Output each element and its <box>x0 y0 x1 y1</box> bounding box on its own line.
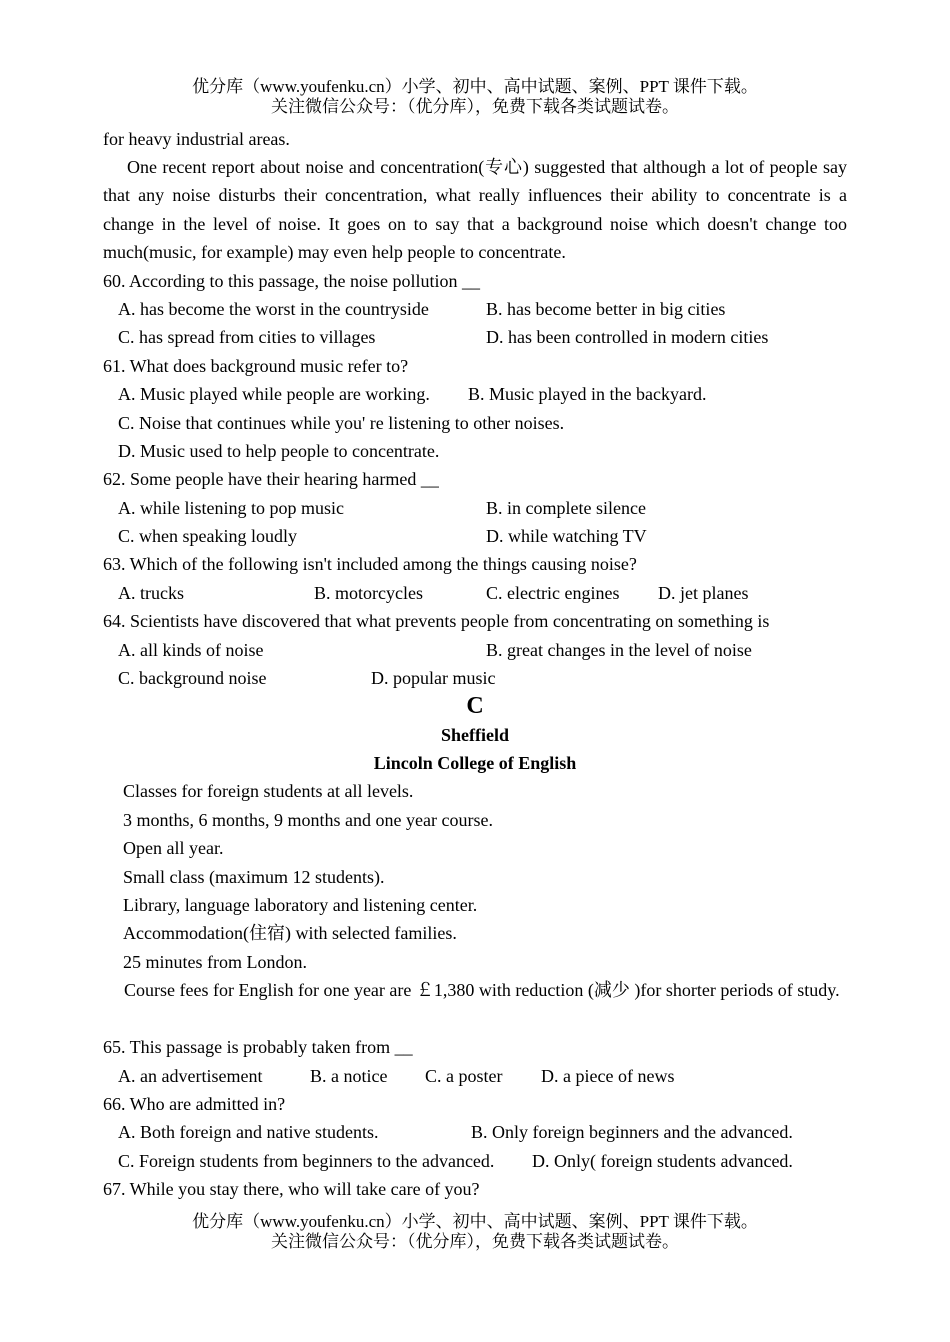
section-c-city: Sheffield <box>440 725 509 745</box>
question-63-option-d: D. jet planes <box>658 583 749 603</box>
question-66-option-c: C. Foreign students from beginners to the advanced. <box>118 1151 495 1171</box>
question-60-stem: 60. According to this passage, the noise pollution __ <box>103 271 480 291</box>
question-60-option-c: C. has spread from cities to villages <box>118 327 376 347</box>
question-64-option-a: A. all kinds of noise <box>118 640 264 660</box>
question-62-option-c: C. when speaking loudly <box>118 526 297 546</box>
question-66-option-b: B. Only foreign beginners and the advanced. <box>471 1122 793 1142</box>
question-64-stem: 64. Scientists have discovered that what prevents people from concentrating on something is <box>103 611 770 631</box>
header-line-1: 优分库（www.youfenku.cn）小学、初中、高中试题、案例、PPT 课件下载。 <box>192 77 758 96</box>
question-65-option-c: C. a poster <box>425 1066 503 1086</box>
question-64-option-d: D. popular music <box>371 668 496 688</box>
question-62-option-d: D. while watching TV <box>486 526 647 546</box>
question-61-option-a: A. Music played while people are working. <box>118 384 430 404</box>
ad-course-fees: Course fees for English for one year are ￡1,380 with reduction (减少 )for shorter periods of study. <box>124 980 840 1000</box>
page-footer <box>0 1212 950 1252</box>
question-60-option-d: D. has been controlled in modern cities <box>486 327 769 347</box>
ad-item: 25 minutes from London. <box>123 952 307 972</box>
question-61-option-d: D. Music used to help people to concentrate. <box>118 441 440 461</box>
footer-line-2: 关注微信公众号：（优分库），免费下载各类试题试卷。 <box>271 1232 679 1251</box>
question-67-stem: 67. While you stay there, who will take care of you? <box>103 1179 480 1199</box>
question-61-stem: 61. What does background music refer to? <box>103 356 409 376</box>
question-66-option-a: A. Both foreign and native students. <box>118 1122 379 1142</box>
question-62-option-b: B. in complete silence <box>486 498 646 518</box>
question-65-option-a: A. an advertisement <box>118 1066 263 1086</box>
question-63-option-c: C. electric engines <box>486 583 620 603</box>
question-63-option-a: A. trucks <box>118 583 184 603</box>
question-64-option-c: C. background noise <box>118 668 267 688</box>
question-61-option-b: B. Music played in the backyard. <box>468 384 707 404</box>
question-61-option-c: C. Noise that continues while you' re listening to other noises. <box>118 413 565 433</box>
passage-b-paragraph: One recent report about noise and concentration(专心) suggested that although a lot of people say that any noise disturbs their concentration, what really influences their ability to concentrate is a change in the level of noise. It goes on to say that a background noise which doesn't change too much(music, for example) may even help people to concentrate. <box>103 157 847 263</box>
question-66-stem: 66. Who are admitted in? <box>103 1094 286 1114</box>
ad-item: Classes for foreign students at all levels. <box>123 781 414 801</box>
question-60-option-a: A. has become the worst in the countryside <box>118 299 429 319</box>
page-header <box>0 77 950 117</box>
question-65-stem: 65. This passage is probably taken from __ <box>103 1037 413 1057</box>
passage-b-tail: for heavy industrial areas. <box>103 129 290 149</box>
section-c-letter: C <box>466 693 484 719</box>
footer-line-1: 优分库（www.youfenku.cn）小学、初中、高中试题、案例、PPT 课件下载。 <box>192 1212 758 1231</box>
ad-item: Open all year. <box>123 838 224 858</box>
question-64-option-b: B. great changes in the level of noise <box>486 640 752 660</box>
question-63-option-b: B. motorcycles <box>314 583 423 603</box>
ad-item: Small class (maximum 12 students). <box>123 867 385 887</box>
question-62-option-a: A. while listening to pop music <box>118 498 344 518</box>
ad-item: Library, language laboratory and listening center. <box>123 895 478 915</box>
ad-item: 3 months, 6 months, 9 months and one year course. <box>123 810 493 830</box>
question-62-stem: 62. Some people have their hearing harmed __ <box>103 469 439 489</box>
question-60-option-b: B. has become better in big cities <box>486 299 726 319</box>
section-c-college: Lincoln College of English <box>373 753 577 773</box>
header-line-2: 关注微信公众号：（优分库），免费下载各类试题试卷。 <box>271 97 679 116</box>
question-65-option-d: D. a piece of news <box>541 1066 675 1086</box>
question-63-stem: 63. Which of the following isn't included among the things causing noise? <box>103 554 637 574</box>
question-66-option-d: D. Only( foreign students advanced. <box>532 1151 793 1171</box>
question-65-option-b: B. a notice <box>310 1066 388 1086</box>
ad-item: Accommodation(住宿) with selected families. <box>123 923 457 943</box>
